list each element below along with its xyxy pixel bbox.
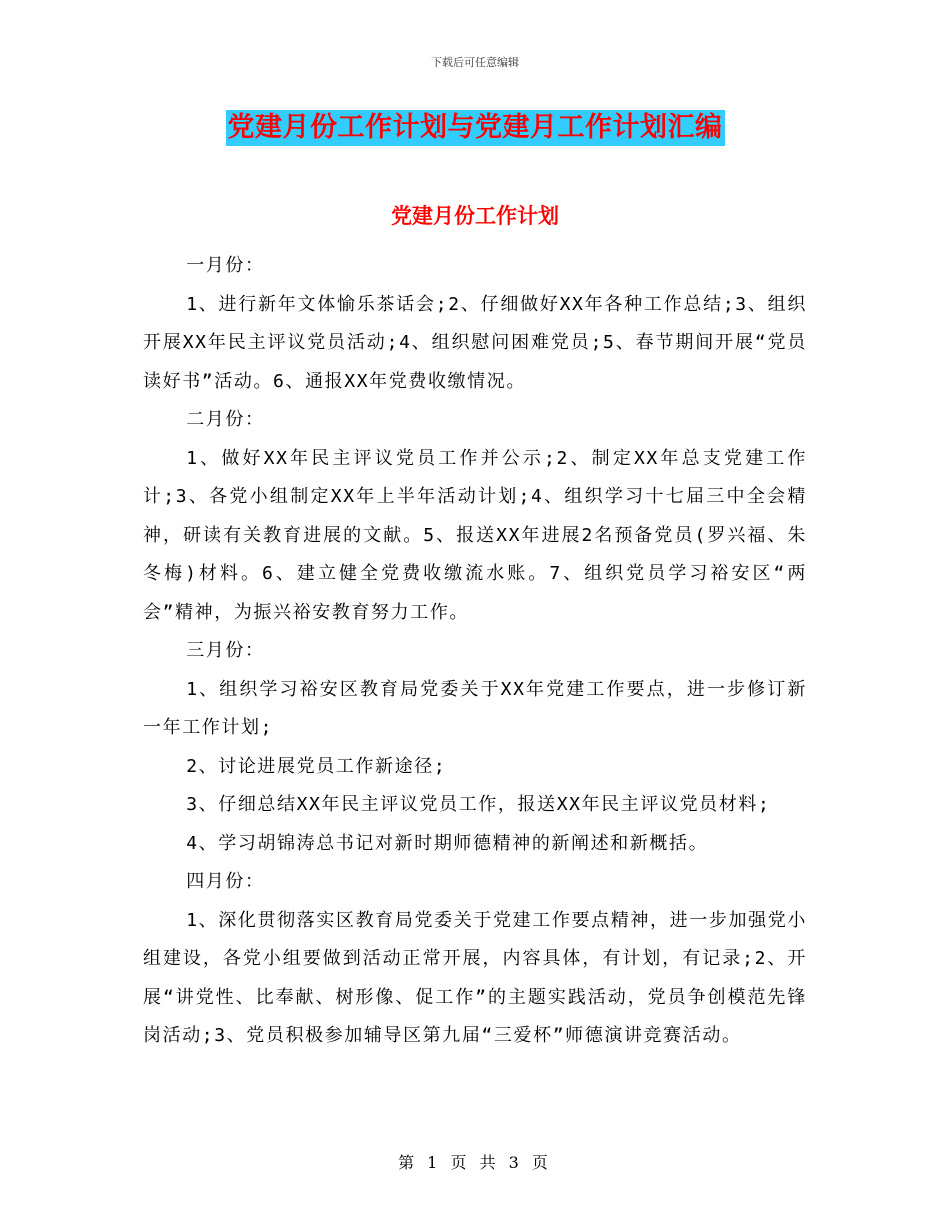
paragraph-march-heading: 三月份： — [186, 640, 265, 661]
page-header-note: 下载后可任意编辑 — [431, 56, 519, 69]
page-footer-number: 第 1 页 共 3 页 — [398, 1153, 552, 1172]
paragraph-april-items: 1、深化贯彻落实区教育局党委关于党建工作要点精神，进一步加强党小组建设，各党小组要做到活动正常开展，内容具体，有计划，有记录;2、开展“讲党性、比奉献、树形像、促工作”的主题实践活动，党员争创模范先锋岗活动;3、党员积极参加辅导区第九届“三爱杯”师德演讲竞赛活动。 — [143, 909, 807, 1046]
paragraph-april-heading: 四月份： — [186, 871, 265, 892]
document-body — [143, 247, 807, 1056]
paragraph-february-items: 1、做好XX年民主评议党员工作并公示;2、制定XX年总支党建工作计;3、各党小组制定XX年上半年活动计划;4、组织学习十七届三中全会精神，研读有关教育进展的文献。5、报送XX年进展2名预备党员(罗兴福、朱冬梅)材料。6、建立健全党费收缴流水账。7、组织党员学习裕安区“两会”精神，为振兴裕安教育努力工作。 — [143, 447, 807, 623]
paragraph-february-heading: 二月份： — [186, 409, 265, 430]
document-title: 党建月份工作计划与党建月工作计划汇编 — [226, 110, 725, 146]
paragraph-march-item-3: 3、仔细总结XX年民主评议党员工作，报送XX年民主评议党员材料; — [186, 794, 771, 815]
paragraph-march-item-4: 4、学习胡锦涛总书记对新时期师德精神的新阐述和新概括。 — [186, 832, 709, 854]
document-title-container — [0, 110, 950, 146]
paragraph-january-heading: 一月份： — [186, 255, 265, 276]
section-title: 党建月份工作计划 — [391, 203, 559, 228]
paragraph-march-item-1: 1、组织学习裕安区教育局党委关于XX年党建工作要点，进一步修订新一年工作计划; — [143, 678, 807, 738]
paragraph-january-items: 1、进行新年文体愉乐茶话会;2、仔细做好XX年各种工作总结;3、组织开展XX年民主评议党员活动;4、组织慰问困难党员;5、春节期间开展“党员读好书”活动。6、通报XX年党费收缴情况。 — [143, 293, 807, 392]
paragraph-march-item-2: 2、讨论进展党员工作新途径; — [186, 755, 447, 777]
